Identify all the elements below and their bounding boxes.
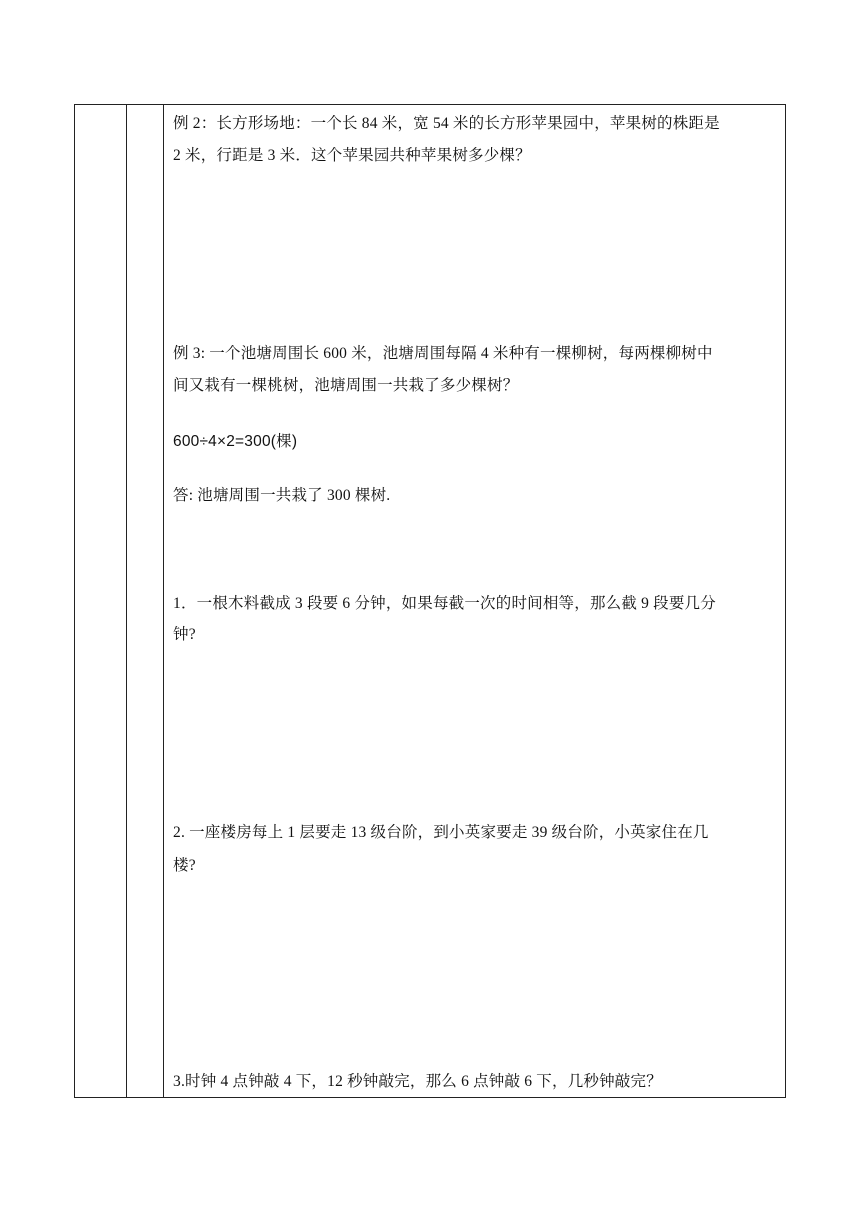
worksheet-table: [74, 104, 786, 1098]
problem3-line1: 3.时钟 4 点钟敲 4 下，12 秒钟敲完，那么 6 点钟敲 6 下，几秒钟敲完？: [173, 1073, 662, 1090]
example3-answer: 答: 池塘周围一共栽了 300 棵树.: [173, 487, 391, 504]
problem1-line2: 钟?: [173, 626, 196, 643]
content-cell: [173, 105, 777, 1097]
example2-line2: 2 米，行距是 3 米．这个苹果园共种苹果树多少棵？: [173, 147, 531, 164]
example3-formula: 600÷4×2=300(棵): [173, 433, 298, 450]
problem2-line2: 楼?: [173, 857, 196, 874]
problem2-line1: 2. 一座楼房每上 1 层要走 13 级台阶，到小英家要走 39 级台阶，小英家住在几: [173, 824, 709, 841]
column-divider-1: [126, 105, 127, 1097]
example3-line1: 例 3: 一个池塘周围长 600 米，池塘周围每隔 4 米种有一棵柳树，每两棵柳树中: [173, 345, 713, 362]
column-divider-2: [163, 105, 164, 1097]
problem1-line1: 1．一根木料截成 3 段要 6 分钟，如果每截一次的时间相等，那么截 9 段要几分: [173, 595, 716, 612]
example3-line2: 间又栽有一棵桃树，池塘周围一共栽了多少棵树？: [173, 377, 519, 394]
example2-line1: 例 2：长方形场地：一个长 84 米，宽 54 米的长方形苹果园中，苹果树的株距是: [173, 115, 720, 132]
